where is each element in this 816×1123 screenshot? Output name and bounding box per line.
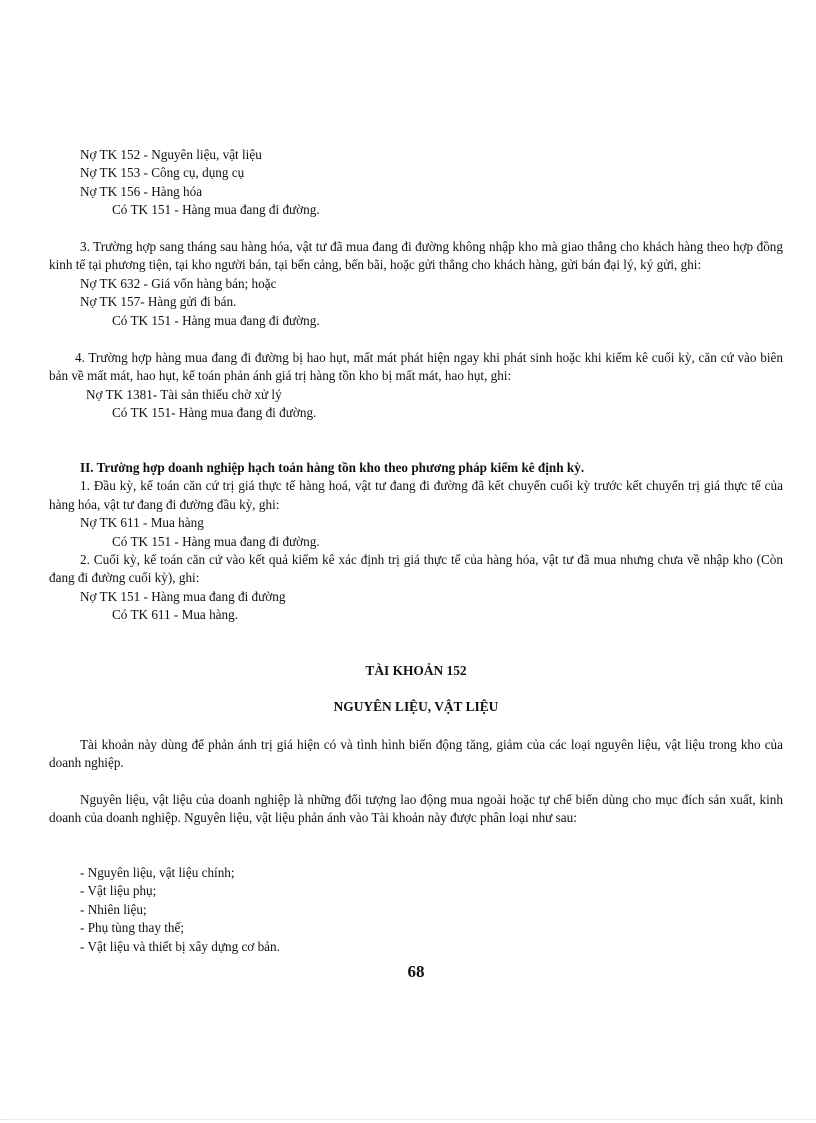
entry-line: Nợ TK 611 - Mua hàng bbox=[80, 515, 204, 531]
entry-line: Có TK 151- Hàng mua đang đi đường. bbox=[112, 405, 317, 421]
account-para-1: Tài khoản này dùng để phản ánh trị giá hiện có và tình hình biến động tăng, giảm của các loại nguyên liệu, vật liệu trong kho của doanh nghiệp. bbox=[49, 737, 783, 771]
entry-line: Có TK 151 - Hàng mua đang đi đường. bbox=[112, 312, 320, 328]
entry-line: Nợ TK 632 - Giá vốn hàng bán; hoặc bbox=[80, 275, 277, 291]
material-list bbox=[49, 864, 783, 956]
entry-line: Nợ TK 151 - Hàng mua đang đi đường bbox=[80, 588, 286, 604]
entry-block-1 bbox=[49, 146, 783, 220]
list-item: - Nhiên liệu; bbox=[80, 901, 147, 917]
account-para-2: Nguyên liệu, vật liệu của doanh nghiệp là những đối tượng lao động mua ngoài hoặc tự chế biến dùng cho mục đích sản xuất, kinh doanh của doanh nghiệp. Nguyên liệu, vật liệu phản ánh vào Tài khoản này được phân loại như sau: bbox=[49, 792, 783, 826]
entry-line: Có TK 151 - Hàng mua đang đi đường. bbox=[112, 202, 320, 218]
section-2-para-2: 2. Cuối kỳ, kế toán căn cứ vào kết quả kiểm kê xác định trị giá thực tế của hàng hóa, vật tư đã mua nhưng chưa về nhập kho (Còn đang đi đường cuối kỳ), ghi: bbox=[49, 552, 783, 586]
entry-line: Nợ TK 1381- Tài sản thiếu chờ xử lý bbox=[86, 386, 282, 402]
case-4-text: 4. Trường hợp hàng mua đang đi đường bị hao hụt, mất mát phát hiện ngay khi phát sinh hoặc khi kiểm kê cuối kỳ, căn cứ vào biên bản về mất mát, hao hụt, kế toán phản ánh giá trị hàng tồn kho bị mất mát, hao hụt, ghi: bbox=[49, 350, 783, 384]
entry-line: Có TK 151 - Hàng mua đang đi đường. bbox=[112, 533, 320, 549]
entry-line: Nợ TK 157- Hàng gửi đi bán. bbox=[80, 294, 237, 310]
list-item: - Vật liệu và thiết bị xây dựng cơ bản. bbox=[80, 938, 280, 954]
account-heading: TÀI KHOẢN 152 bbox=[365, 663, 467, 678]
section-2 bbox=[49, 459, 783, 625]
case-4 bbox=[49, 349, 783, 423]
document-page bbox=[49, 0, 783, 1123]
page-bottom-divider bbox=[0, 1119, 816, 1120]
case-3 bbox=[49, 238, 783, 330]
list-item: - Phụ tùng thay thế; bbox=[80, 920, 185, 936]
account-subheading: NGUYÊN LIỆU, VẬT LIỆU bbox=[333, 699, 499, 714]
entry-line: Có TK 611 - Mua hàng. bbox=[112, 607, 239, 623]
entry-line: Nợ TK 152 - Nguyên liệu, vật liệu bbox=[80, 147, 262, 162]
entry-line: Nợ TK 156 - Hàng hóa bbox=[80, 183, 203, 199]
page-number: 68 bbox=[407, 962, 425, 981]
list-item: - Vật liệu phụ; bbox=[80, 883, 157, 899]
section-2-title: II. Trường hợp doanh nghiệp hạch toán hàng tồn kho theo phương pháp kiểm kê định kỳ. bbox=[80, 460, 585, 475]
entry-line: Nợ TK 153 - Công cụ, dụng cụ bbox=[80, 165, 245, 181]
case-3-text: 3. Trường hợp sang tháng sau hàng hóa, vật tư đã mua đang đi đường không nhập kho mà giao thẳng cho khách hàng theo hợp đồng kinh tế tại phương tiện, tại kho người bán, tại bến cảng, bến bãi, hoặc gửi thẳng cho khách hàng, gửi bán đại lý, ký gửi, ghi: bbox=[49, 239, 783, 273]
section-2-para-1: 1. Đầu kỳ, kế toán căn cứ trị giá thực tế hàng hoá, vật tư đang đi đường đã kết chuyển cuối kỳ trước kết chuyển trị giá thực tế của hàng hóa, vật tư đang đi đường đầu kỳ, ghi: bbox=[49, 478, 783, 512]
list-item: - Nguyên liệu, vật liệu chính; bbox=[80, 865, 235, 880]
